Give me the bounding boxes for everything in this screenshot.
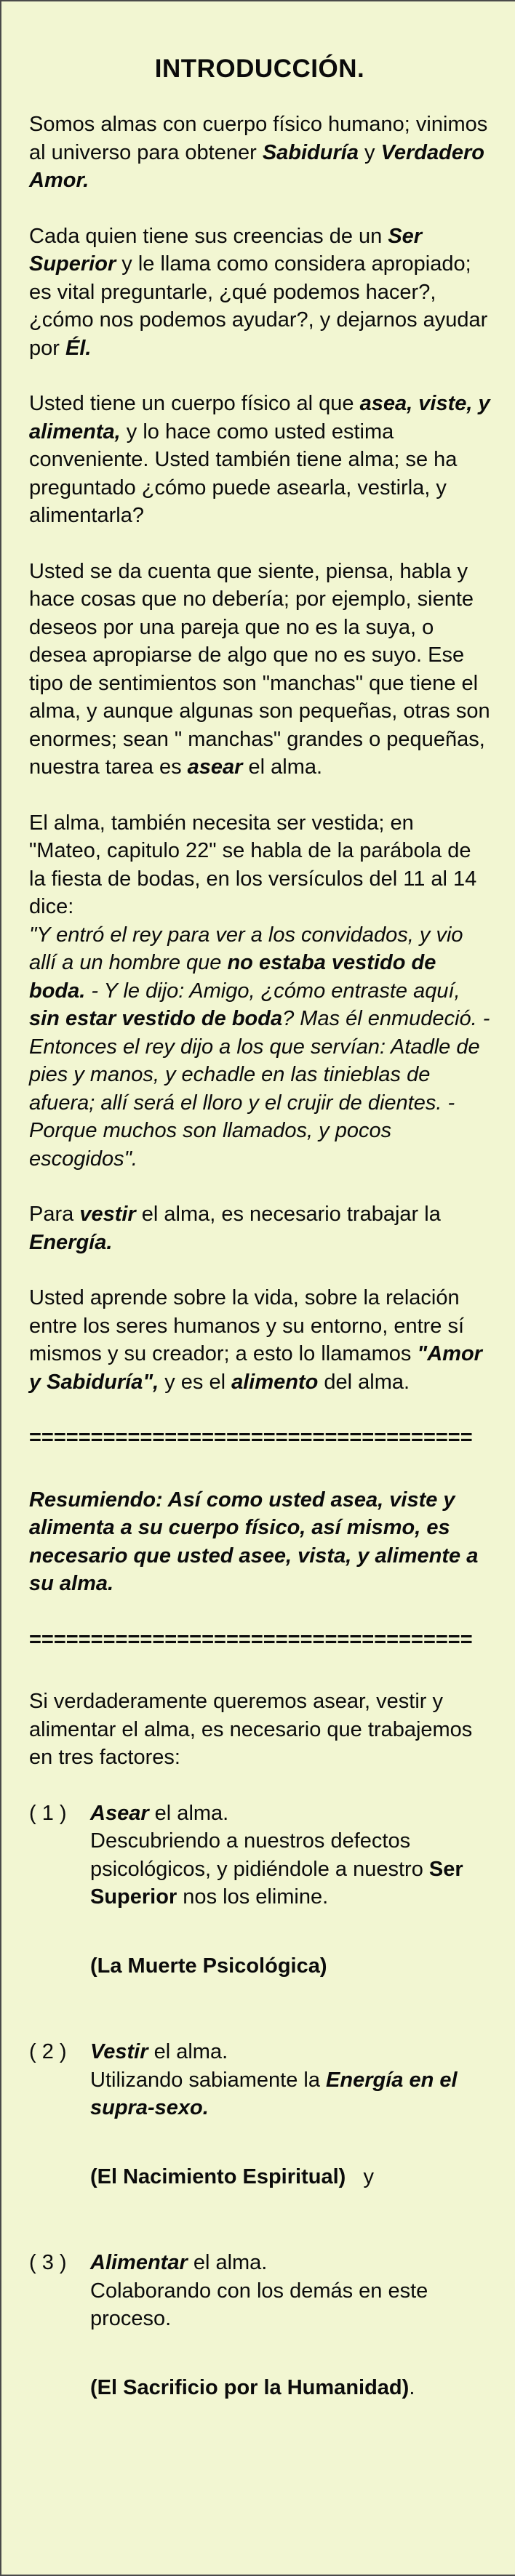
text-segment: Alimentar (90, 2251, 188, 2274)
text-segment: y es el (159, 1370, 232, 1394)
text-segment: Colaborando con los demás en este proceso. (90, 2279, 428, 2330)
paragraph (29, 809, 490, 921)
text-segment: "Y entró el rey para ver a los convidados, y vio allí a un hombre que (29, 923, 463, 974)
text-segment: nos los elimine. (177, 1885, 329, 1909)
page-title: INTRODUCCIÓN. (154, 55, 365, 83)
text-segment: Ser Superior (90, 1857, 463, 1909)
text-segment: Cada quien tiene sus creencias de un (29, 224, 388, 248)
separator-line (29, 1424, 490, 1452)
text-segment: - Y le dijo: Amigo, ¿cómo entraste aquí, (85, 979, 460, 1003)
text-segment: asea, viste, y alimenta, (29, 392, 490, 444)
text-segment: Usted se da cuenta que siente, piensa, habla y hace cosas que no debería; por ejemplo, siente deseos por una pareja que no es la suya, o desea apropiarse de algo que no es suyo. Ese tipo de sentimientos son "manchas" que tiene el alma, y aunque algunas son pequeñas, otras son enormes; sean " manchas" grandes o pequeñas, nuestra tarea es (29, 559, 490, 779)
list-item (29, 2038, 490, 2191)
list-item-caption (90, 2163, 490, 2191)
text-segment: Verdadero Amor. (29, 140, 484, 192)
text-segment: Descubriendo a nuestros defectos psicológicos, y pidiéndole a nuestro (90, 1829, 429, 1881)
paragraph (29, 390, 490, 530)
text-segment: el alma. (148, 1801, 229, 1825)
list-item-heading (90, 1799, 490, 1828)
paragraph (29, 1688, 490, 1772)
text-segment: alimento (231, 1370, 319, 1394)
list-item-caption (90, 2374, 490, 2402)
text-segment: Energía en el supra-sexo. (90, 2068, 458, 2119)
text-segment: el alma. (187, 2251, 268, 2274)
paragraph (29, 1284, 490, 1396)
text-segment: y le llama como considera apropiado; es vital preguntarle, ¿qué podemos hacer?, ¿cómo nos podemos ayudar?, y dejarnos ayudar por (29, 252, 488, 360)
text-segment: Somos almas con cuerpo físico humano; vinimos al universo para obtener (29, 113, 488, 164)
text-segment: Resumiendo: Así como usted asea, viste y alimenta a su cuerpo físico, así mismo, es necesario que usted asee, vista, y alimente a su alma. (29, 1488, 479, 1595)
list-item-marker: ( 3 ) (29, 2251, 67, 2274)
text-segment: Energía. (29, 1230, 113, 1254)
separator-line (29, 1626, 490, 1654)
text-segment: del alma. (318, 1370, 410, 1394)
text-segment: Para (29, 1203, 80, 1226)
text-segment: y (358, 140, 381, 164)
text-segment: Vestir (90, 2040, 148, 2063)
text-segment: Usted tiene un cuerpo físico al que (29, 392, 360, 415)
paragraph (29, 921, 490, 1173)
text-segment: Utilizando sabiamente la (90, 2068, 327, 2092)
list-item-text (90, 1827, 490, 1911)
list-item-caption (90, 1952, 490, 1981)
text-segment: El alma, también necesita ser vestida; en "Mateo, capitulo 22" se habla de la parábola de la fiesta de bodas, en los versículos del 11 al 14 dice: (29, 811, 477, 918)
text-segment: sin estar vestido de boda (29, 1007, 283, 1030)
text-segment: Asear (90, 1801, 149, 1825)
paragraph (29, 111, 490, 195)
list-item-text (90, 2066, 490, 2122)
list-item (29, 1799, 490, 1981)
paragraph (29, 222, 490, 363)
text-segment: vestir (79, 1203, 136, 1226)
paragraph (29, 1200, 490, 1256)
text-segment: "Amor y Sabiduría", (29, 1342, 482, 1394)
text-segment: Sabiduría (262, 140, 359, 164)
list-item (29, 2249, 490, 2402)
paragraph (29, 1486, 490, 1598)
text-segment: el alma. (242, 755, 323, 779)
text-segment: ==================================== (29, 1627, 473, 1651)
list-item-marker: ( 2 ) (29, 2040, 67, 2063)
text-segment: Él. (65, 336, 92, 360)
list-item-heading (90, 2249, 490, 2277)
text-segment: no estaba vestido de boda. (29, 951, 436, 1003)
text-segment: (El Sacrificio por la Humanidad) (90, 2375, 410, 2399)
document-body (29, 111, 490, 2402)
text-segment: el alma. (148, 2040, 228, 2063)
list-item-marker: ( 1 ) (29, 1801, 67, 1825)
text-segment: Ser Superior (29, 224, 423, 276)
text-segment: asear (187, 755, 243, 779)
text-segment: Usted aprende sobre la vida, sobre la relación entre los seres humanos y su entorno, entre sí mismos y su creador; a esto lo llamamos (29, 1286, 465, 1365)
paragraph (29, 558, 490, 782)
text-segment: ? Mas él enmudeció. - Entonces el rey dijo a los que servían: Atadle de pies y manos, y echadle en las tinieblas de afuera; allí será el lloro y el crujir de dientes. - Porque muchos son llamados, y pocos escogidos". (29, 1007, 490, 1171)
text-segment: (El Nacimiento Espiritual) (90, 2164, 346, 2188)
text-segment: el alma, es necesario trabajar la (135, 1203, 441, 1226)
factors-list (29, 1799, 490, 2402)
list-item-text (90, 2277, 490, 2333)
text-segment: (La Muerte Psicológica) (90, 1954, 327, 1978)
text-segment: . (409, 2375, 415, 2399)
list-item-body (90, 1799, 490, 1981)
text-segment: Si verdaderamente queremos asear, vestir y alimentar el alma, es necesario que trabajemos en tres factores: (29, 1690, 473, 1769)
list-item-body (90, 2249, 490, 2402)
text-segment: y lo hace como usted estima conveniente. Usted también tiene alma; se ha preguntado ¿cómo puede asearla, vestirla, y alimentarla? (29, 420, 458, 527)
text-segment: ==================================== (29, 1426, 473, 1449)
list-item-heading (90, 2038, 490, 2066)
list-item-body (90, 2038, 490, 2191)
text-segment: y (346, 2164, 374, 2188)
